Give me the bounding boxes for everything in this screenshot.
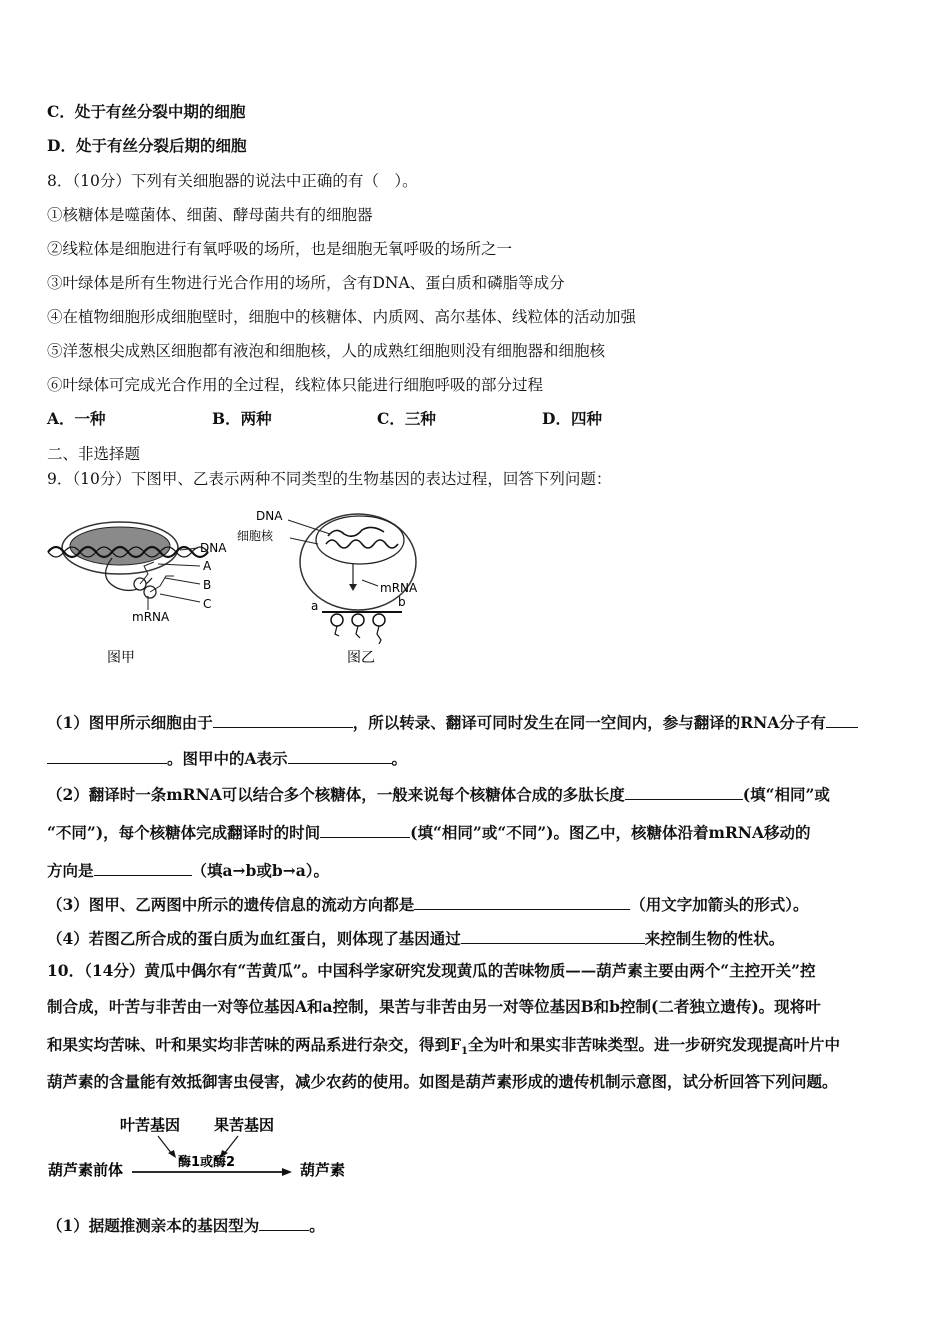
q8-statement-4: ④在植物细胞形成细胞壁时，细胞中的核糖体、内质网、高尔基体、线粒体的活动加强 (47, 308, 637, 326)
diagram-gene-fruit: 果苦基因 (214, 1116, 275, 1134)
yi-dna-coil (326, 527, 398, 548)
q9-part1-line1 (47, 710, 858, 734)
q9-part2-line2 (47, 820, 810, 844)
yi-label-nucleus: 细胞核 (237, 529, 274, 543)
q9-p1-blank-3[interactable] (288, 746, 392, 764)
figure-yi (237, 509, 418, 666)
jia-label-b: B (203, 578, 212, 592)
q9-p1-blank-1[interactable] (213, 710, 353, 728)
diagram-gene-leaf: 叶苦基因 (120, 1116, 181, 1134)
q10-line-4: 葫芦素的含量能有效抵御害虫侵害，减少农药的使用。如图是葫芦素形成的遗传机制示意图，试分析回答下列问题。 (47, 1072, 838, 1091)
yi-polypeptide-2 (356, 626, 360, 638)
q9-p1-blank-2a[interactable] (826, 710, 858, 728)
q10-line-1: 10．（14分）黄瓜中偶尔有“苦黄瓜”。中国科学家研究发现黄瓜的苦味物质——葫芦素主要由两个“主控开关”控 (47, 961, 816, 980)
diagram-arrow-leaf (158, 1136, 172, 1154)
yi-caption: 图乙 (347, 650, 375, 666)
q9-p1-blank-2b[interactable] (47, 746, 167, 764)
jia-label-dna: DNA (200, 541, 227, 555)
q9-stem: 9．（10分）下图甲、乙表示两种不同类型的生物基因的表达过程，回答下列问题： (47, 470, 612, 488)
q10-l3-text-a: 和果实均苦味、叶和果实均非苦味的两品系进行杂交，得到F (47, 1035, 462, 1054)
q8-options (47, 408, 707, 430)
yi-polypeptide-3 (377, 626, 381, 644)
yi-ribosome-2 (352, 614, 364, 626)
cucurbitacin-diagram (40, 1108, 370, 1188)
q8-statement-3: ③叶绿体是所有生物进行光合作用的场所，含有DNA、蛋白质和磷脂等成分 (47, 274, 565, 292)
q9-part1-line2 (47, 746, 407, 770)
diagram-enzyme: 酶1或酶2 (178, 1155, 236, 1170)
q9-p3-blank[interactable] (414, 892, 630, 910)
q10-l3-text-b: 全为叶和果实非苦味类型。进一步研究发现提高叶片中 (467, 1035, 840, 1054)
q9-p2-text-d: (填“相同”或“不同”)。图乙中，核糖体沿着mRNA移动的 (410, 823, 811, 842)
yi-ribosome-1 (331, 614, 343, 626)
figure-jia (48, 522, 227, 666)
q9-p2-text-a: （2）翻译时一条mRNA可以结合多个核糖体，一般来说每个核糖体合成的多肽长度 (47, 785, 625, 804)
q8-option-a: A．一种 (47, 409, 106, 428)
yi-polypeptide-1 (335, 626, 339, 636)
q9-p2-text-c: “不同”)，每个核糖体完成翻译时的时间 (47, 823, 321, 842)
yi-leader-mrna (362, 580, 378, 586)
q8-option-d: D．四种 (542, 409, 602, 428)
yi-label-dna: DNA (256, 509, 283, 523)
diagram-main-arrow-head (282, 1168, 292, 1176)
q9-p2-blank-1[interactable] (625, 782, 743, 800)
q9-p2-blank-2[interactable] (320, 820, 410, 838)
jia-leader-c (160, 594, 200, 602)
q7-option-d: D．处于有丝分裂后期的细胞 (47, 136, 247, 155)
q9-p4-text-b: 来控制生物的性状。 (644, 929, 785, 948)
q9-part3 (47, 892, 809, 916)
q9-p2-blank-3[interactable] (94, 858, 192, 876)
q9-p2-text-e: 方向是 (47, 861, 94, 880)
q9-p4-text-a: （4）若图乙所合成的蛋白质为血红蛋白，则体现了基因通过 (47, 929, 461, 948)
yi-label-a: a (311, 599, 319, 613)
q9-p3-text-b: （用文字加箭头的形式）。 (630, 895, 809, 914)
q8-stem: 8．（10分）下列有关细胞器的说法中正确的有（ ）。 (47, 172, 418, 190)
q9-p1-text-c: 。图甲中的A表示 (167, 749, 288, 768)
q9-part2-line3 (47, 858, 329, 882)
section-heading: 二、非选择题 (47, 445, 141, 463)
q9-p2-text-b: (填“相同”或 (742, 785, 830, 804)
q10-line-3 (47, 1034, 840, 1063)
q9-p1-text-b: ，所以转录、翻译可同时发生在同一空间内，参与翻译的RNA分子有 (352, 713, 826, 732)
diagram-product: 葫芦素 (300, 1161, 346, 1179)
q10-p1-text-b: 。 (309, 1216, 325, 1235)
q9-p2-text-f: （填a→b或b→a）。 (191, 861, 330, 880)
q7-option-c: C．处于有丝分裂中期的细胞 (47, 102, 246, 121)
q8-option-c: C．三种 (377, 409, 436, 428)
q9-part4 (47, 926, 784, 950)
q8-statement-2: ②线粒体是细胞进行有氧呼吸的场所，也是细胞无氧呼吸的场所之一 (47, 240, 513, 258)
q8-option-b: B．两种 (212, 409, 272, 428)
gene-expression-figure (40, 500, 440, 680)
q8-statement-6: ⑥叶绿体可完成光合作用的全过程，线粒体只能进行细胞呼吸的部分过程 (47, 376, 544, 394)
q9-part2-line1 (47, 782, 830, 806)
q10-part1 (47, 1213, 325, 1237)
jia-label-a: A (203, 559, 212, 573)
diagram-arrow-fruit (224, 1136, 238, 1154)
q8-statement-1: ①核糖体是噬菌体、细菌、酵母菌共有的细胞器 (47, 206, 373, 224)
yi-label-b: b (398, 595, 406, 609)
q9-p4-blank[interactable] (461, 926, 645, 944)
jia-caption: 图甲 (107, 650, 135, 666)
diagram-precursor: 葫芦素前体 (48, 1161, 124, 1179)
q10-l3-subscript: 1 (461, 1046, 468, 1058)
q9-p1-text-a: （1）图甲所示细胞由于 (47, 713, 213, 732)
q9-p3-text-a: （3）图甲、乙两图中所示的遗传信息的流动方向都是 (47, 895, 415, 914)
q8-statement-5: ⑤洋葱根尖成熟区细胞都有液泡和细胞核，人的成熟红细胞则没有细胞器和细胞核 (47, 342, 606, 360)
yi-ribosome-3 (373, 614, 385, 626)
jia-leader-b (165, 578, 200, 584)
yi-arrow-head (349, 584, 357, 591)
q10-p1-blank[interactable] (259, 1213, 309, 1231)
jia-label-c: C (203, 597, 212, 611)
q10-p1-text-a: （1）据题推测亲本的基因型为 (47, 1216, 260, 1235)
yi-label-mrna: mRNA (380, 581, 418, 595)
q9-p1-text-d: 。 (391, 749, 408, 768)
q10-line-2: 制合成，叶苦与非苦由一对等位基因A和a控制，果苦与非苦由另一对等位基因B和b控制(二者独立遗传)。现将叶 (47, 997, 821, 1016)
jia-label-mrna: mRNA (132, 610, 170, 624)
